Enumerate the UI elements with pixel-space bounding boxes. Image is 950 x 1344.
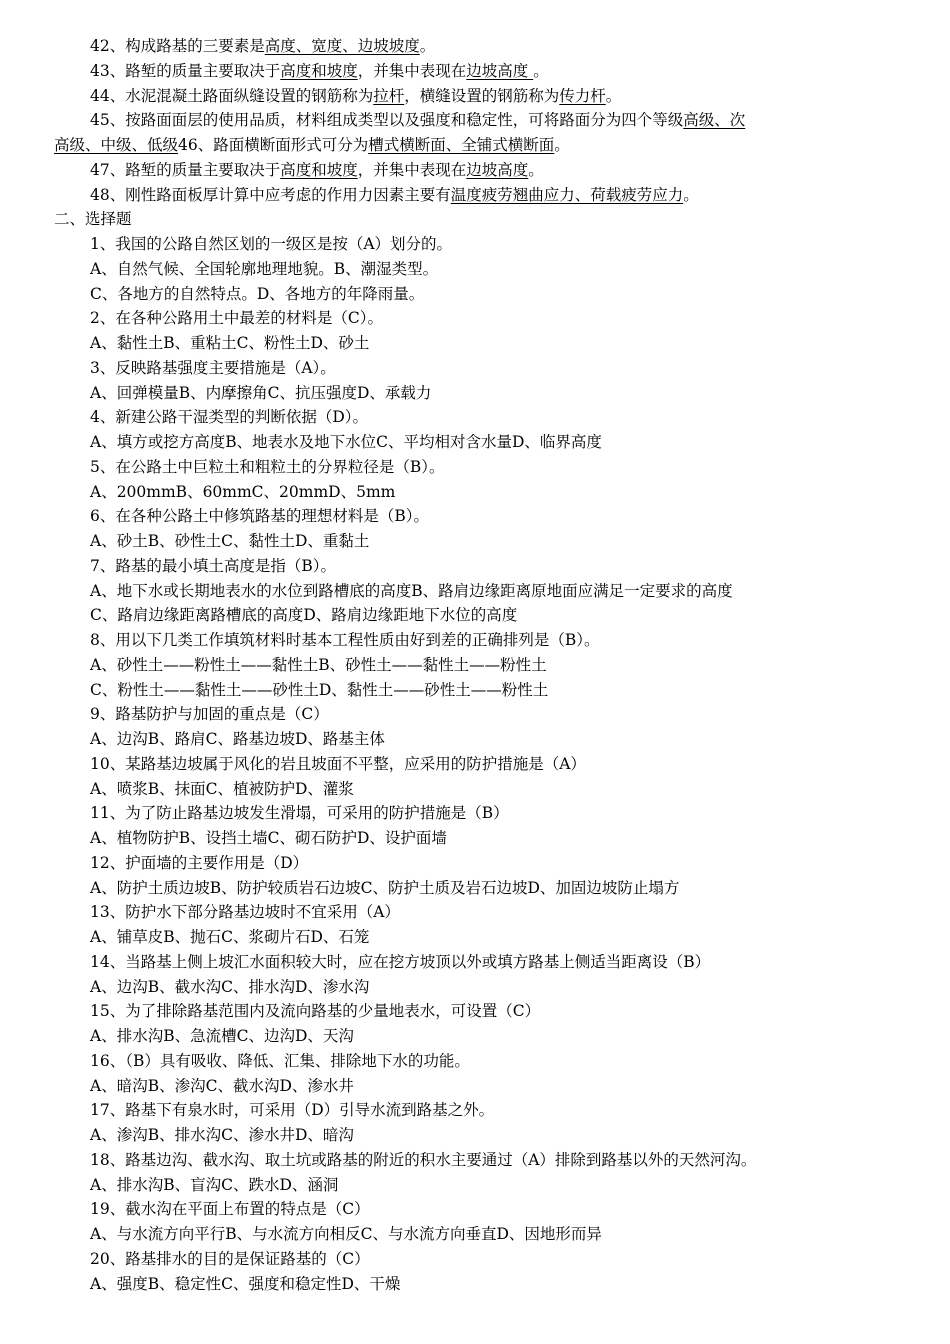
- question-stem: 11、为了防止路基边坡发生滑塌，可采用的防护措施是（B）: [90, 804, 509, 823]
- answer-underlined: 高级、次: [683, 111, 746, 130]
- answer-underlined: 边坡高度: [466, 160, 529, 179]
- question-stem: 14、当路基上侧上坡汇水面积较大时，应在挖方坡顶以外或填方路基上侧适当距离设（B）: [90, 952, 711, 971]
- answer-options: A、排水沟B、盲沟C、跌水D、涵洞: [90, 1175, 339, 1194]
- answer-options: A、回弹模量B、内摩擦角C、抗压强度D、承载力: [90, 383, 432, 402]
- answer-underlined: 槽式横断面、全铺式横断面: [368, 136, 555, 154]
- question-stem: 15、为了排除路基范围内及流向路基的少量地表水，可设置（C）: [90, 1002, 541, 1021]
- question-text: 42、构成路基的三要素是: [90, 37, 265, 55]
- question-text: 。: [533, 61, 549, 80]
- answer-underlined: 高级、中级、低级: [54, 136, 179, 154]
- question-text: 43、路堑的质量主要取决于: [90, 61, 281, 80]
- question-text: ，横缝设置的钢筋称为: [404, 86, 560, 105]
- question-stem: 20、路基排水的目的是保证路基的（C）: [90, 1249, 370, 1268]
- question-text: ，并集中表现在: [357, 61, 467, 80]
- question-stem: 2、在各种公路用土中最差的材料是（C）。: [90, 309, 383, 328]
- question-text: ，并集中表现在: [357, 160, 467, 179]
- question-stem: 12、护面墙的主要作用是（D）: [90, 853, 309, 872]
- question-text: 44、水泥混凝土路面纵缝设置的钢筋称为: [90, 86, 374, 105]
- answer-options: A、边沟B、截水沟C、排水沟D、渗水沟: [90, 977, 370, 996]
- question-text: 47、路堑的质量主要取决于: [90, 160, 281, 179]
- question-text: 。: [683, 185, 699, 204]
- section-title: 二、选择题: [54, 210, 132, 229]
- question-stem: 18、路基边沟、截水沟、取土坑或路基的附近的积水主要通过（A）排除到路基以外的天然河沟。: [90, 1150, 757, 1169]
- question-stem: 3、反映路基强度主要措施是（A）。: [90, 358, 336, 377]
- answer-underlined: 高度和坡度: [280, 160, 358, 179]
- answer-options: A、喷浆B、抹面C、植被防护D、灌浆: [90, 779, 354, 798]
- answer-options: A、填方或挖方高度B、地表水及地下水位C、平均相对含水量D、临界高度: [90, 433, 602, 451]
- question-stem: 5、在公路土中巨粒土和粗粒土的分界粒径是（B）。: [90, 457, 445, 476]
- question-stem: 8、用以下几类工作填筑材料时基本工程性质由好到差的正确排列是（B）。: [90, 631, 600, 649]
- fill-item-45-line1: [0, 108, 950, 133]
- answer-underlined: 边坡高度: [466, 61, 534, 80]
- answer-underlined: 传力杆: [559, 86, 606, 105]
- question-text: 。: [554, 136, 570, 154]
- fill-item-45-line2: [0, 133, 950, 158]
- question-text: 46、路面横断面形式可分为: [178, 136, 369, 154]
- answer-options: C、粉性土——黏性土——砂性土D、黏性土——砂性土——粉性土: [90, 680, 549, 699]
- answer-options: A、砂土B、砂性土C、黏性土D、重黏土: [90, 532, 370, 550]
- answer-underlined: 高度和坡度: [280, 61, 358, 80]
- question-stem: 7、路基的最小填土高度是指（B）。: [90, 556, 337, 575]
- question-stem: 19、截水沟在平面上布置的特点是（C）: [90, 1200, 370, 1219]
- answer-options: A、暗沟B、渗沟C、截水沟D、渗水井: [90, 1076, 354, 1095]
- answer-options: A、与水流方向平行B、与水流方向相反C、与水流方向垂直D、因地形而异: [90, 1225, 602, 1243]
- answer-underlined: 温度疲劳翘曲应力、荷载疲劳应力: [450, 185, 684, 204]
- question-stem: 4、新建公路干湿类型的判断依据（D）。: [90, 408, 369, 427]
- answer-options: A、边沟B、路肩C、路基边坡D、路基主体: [90, 730, 385, 748]
- choice-question-list: [0, 232, 950, 1296]
- answer-options: A、黏性土B、重粘土C、粉性土D、砂土: [90, 334, 370, 352]
- fill-item-47: [0, 158, 950, 183]
- answer-options: A、渗沟B、排水沟C、渗水井D、暗沟: [90, 1126, 354, 1144]
- answer-underlined: 高度、宽度、边坡坡度: [264, 37, 420, 55]
- question-stem: 17、路基下有泉水时，可采用（D）引导水流到路基之外。: [90, 1101, 495, 1120]
- question-text: 。: [419, 37, 436, 55]
- question-text: 45、按路面面层的使用品质，材料组成类型以及强度和稳定性，可将路面分为四个等级: [90, 111, 684, 130]
- question-stem: 6、在各种公路土中修筑路基的理想材料是（B）。: [90, 507, 430, 526]
- answer-options: A、防护土质边坡B、防护较质岩石边坡C、防护土质及岩石边坡D、加固边坡防止塌方: [90, 878, 680, 897]
- answer-options: A、强度B、稳定性C、强度和稳定性D、干燥: [90, 1274, 401, 1293]
- question-stem: 1、我国的公路自然区划的一级区是按（A）划分的。: [90, 235, 453, 253]
- question-text: 。: [528, 160, 544, 179]
- answer-underlined: 拉杆: [373, 86, 405, 105]
- answer-options: A、200mmB、60mmC、20mmD、5mm: [90, 482, 396, 501]
- answer-options: A、植物防护B、设挡土墙C、砌石防护D、设护面墙: [90, 829, 447, 847]
- answer-options: A、排水沟B、急流槽C、边沟D、天沟: [90, 1027, 354, 1045]
- question-text: 。: [605, 86, 622, 105]
- answer-options: A、地下水或长期地表水的水位到路槽底的高度B、路肩边缘距离原地面应满足一定要求的高度: [90, 581, 733, 600]
- answer-options: C、各地方的自然特点。D、各地方的年降雨量。: [90, 284, 425, 303]
- fill-item-44: [0, 84, 950, 109]
- answer-options: A、自然气候、全国轮廓地理地貌。B、潮湿类型。: [90, 259, 439, 278]
- question-stem: 13、防护水下部分路基边坡时不宜采用（A）: [90, 903, 400, 922]
- fill-item-48: [0, 183, 950, 208]
- answer-options: C、路肩边缘距离路槽底的高度D、路肩边缘距地下水位的高度: [90, 606, 518, 625]
- question-stem: 9、路基防护与加固的重点是（C）: [90, 705, 329, 724]
- fill-item-43: [0, 59, 950, 84]
- fill-item-42: [0, 34, 950, 59]
- answer-options: A、砂性土——粉性土——黏性土B、砂性土——黏性土——粉性土: [90, 655, 547, 674]
- answer-options: A、铺草皮B、抛石C、浆砌片石D、石笼: [90, 928, 370, 946]
- question-stem: 16、（B）具有吸收、降低、汇集、排除地下水的功能。: [90, 1051, 470, 1070]
- question-text: 48、刚性路面板厚计算中应考虑的作用力因素主要有: [90, 185, 451, 204]
- question-stem: 10、某路基边坡属于风化的岩且坡面不平整，应采用的防护措施是（A）: [90, 754, 586, 773]
